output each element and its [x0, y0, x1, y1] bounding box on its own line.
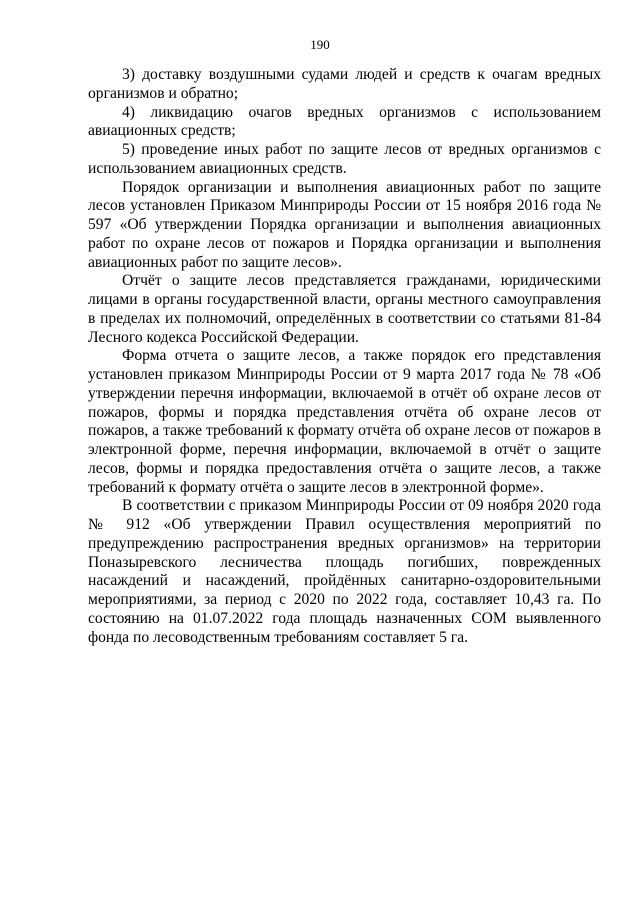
paragraph-ponazyrevo-area: В соответствии с приказом Минприроды России от 09 ноября 2020 года № 912 «Об утверждении Правил осуществления мероприятий по предупреждению распространения вредных организмов» на территории Поназыревского лесничества площадь погибших, поврежденных насаждений и насаждений, пройдённых санитарно-оздоровительными мероприятиями, за период с 2020 по 2022 года, составляет 10,43 га. По состоянию на 01.07.2022 года площадь назначенных СОМ выявленного фонда по лесоводственным требованиям составляет 5 га. — [88, 497, 601, 646]
document-body — [88, 66, 601, 647]
paragraph-aviation-order: Порядок организации и выполнения авиационных работ по защите лесов установлен Приказом Минприроды России от 15 ноября 2016 года № 597 «Об утверждении Порядка организации и выполнения авиационных работ по охране лесов от пожаров и Порядка организации и выполнения авиационных работ по защите лесов». — [88, 178, 601, 271]
paragraph-forest-report: Отчёт о защите лесов представляется гражданами, юридическими лицами в органы государственной власти, органы местного самоуправления в пределах их полномочий, определённых в соответствии со статьями 81-84 Лесного кодекса Российской Федерации. — [88, 272, 601, 346]
paragraph-item-delivery: 3) доставку воздушными судами людей и средств к очагам вредных организмов и обратно; — [88, 66, 601, 102]
paragraph-report-form: Форма отчета о защите лесов, а также порядок его представления установлен приказом Минприроды России от 9 марта 2017 года № 78 «Об утверждении перечня информации, включаемой в отчёт об охране лесов от пожаров, формы и порядка представления отчёта об охране лесов от пожаров, а также требований к формату отчёта об охране лесов от пожаров в электронной форме, перечня информации, включаемой в отчёт о защите лесов, формы и порядка предоставления отчёта о защите лесов, а также требований к формату отчёта о защите лесов в электронной форме». — [88, 347, 601, 496]
page-number: 190 — [310, 37, 330, 52]
paragraph-item-liquidation: 4) ликвидацию очагов вредных организмов с использованием авиационных средств; — [88, 103, 601, 140]
paragraph-item-other-works: 5) проведение иных работ по защите лесов от вредных организмов с использованием авиационных средств. — [88, 141, 601, 177]
